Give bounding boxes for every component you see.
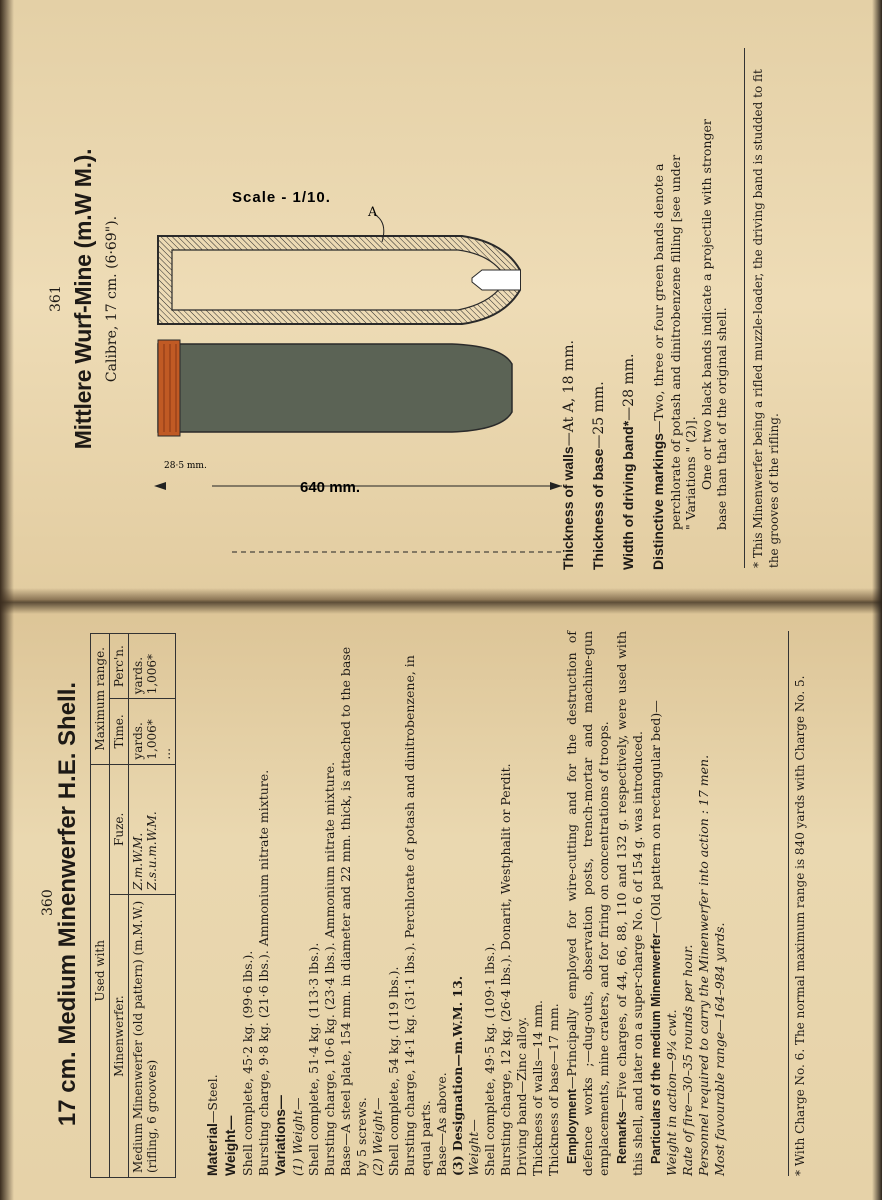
table-header-minenwerfer: Minenwerfer. xyxy=(110,895,129,1178)
table-cell: yards. 1,006* ... xyxy=(129,699,176,764)
dimension-arrow-top xyxy=(154,482,166,490)
table-header-fuze: Fuze. xyxy=(110,764,129,895)
page-360 xyxy=(36,620,836,1188)
page-361 xyxy=(42,16,842,582)
shell-section-inner xyxy=(172,250,502,310)
page-title: Mittlere Wurf-Mine (m.W M.). xyxy=(70,148,96,450)
section-label-a: A xyxy=(368,205,378,220)
footnote: * This Minenwerfer being a rifled muzzle-loader, the driving band is studded to fit the grooves of the rifling. xyxy=(744,48,782,568)
band-width-label: 28·5 mm. xyxy=(164,461,207,471)
shell-wall-hatching xyxy=(158,236,520,324)
table-header-max-range: Maximum range. xyxy=(91,634,110,765)
page-number: 360 xyxy=(40,889,56,916)
page-title: 17 cm. Medium Minenwerfer H.E. Shell. xyxy=(54,681,81,1127)
right-edge-shadow xyxy=(872,0,882,1200)
calibre-subtitle: Calibre, 17 cm. (6·69"). xyxy=(104,215,120,383)
spec-wall-thickness: Thickness of walls—At A, 18 mm. xyxy=(560,340,577,570)
scale-label: Scale - 1/10. xyxy=(232,189,331,206)
table-cell: yards. 1,006* xyxy=(129,634,176,699)
page-number: 361 xyxy=(48,285,64,312)
shell-exterior xyxy=(158,344,512,432)
driving-band xyxy=(158,340,180,436)
fuze-well xyxy=(472,270,520,290)
table-row xyxy=(129,634,176,1178)
book-gutter xyxy=(0,588,882,614)
usage-table xyxy=(90,633,176,1178)
spec-base-thickness: Thickness of base—25 mm. xyxy=(590,381,607,570)
left-edge-shadow xyxy=(0,0,14,1200)
table-header-time: Time. xyxy=(110,699,129,764)
distinctive-markings: Distinctive markings—Two, three or four green bands denote a perchlorate of potash and dinitrobenzene filling [see under " Variations " (2)]. One or two black bands indicate a projectile with stronger base than that of the original shell. xyxy=(650,119,730,570)
spec-band-width: Width of driving band*—28 mm. xyxy=(620,353,637,570)
table-header-used-with: Used with xyxy=(91,764,110,1177)
footnote: * With Charge No. 6. The normal maximum range is 840 yards with Charge No. 5. xyxy=(788,631,809,1176)
table-cell: Z.m.W.M. Z.s.u.m.W.M. xyxy=(129,764,176,895)
table-header-percn: Perc'n. xyxy=(110,634,129,699)
table-cell: Medium Minenwerfer (old pattern) (m.M.W.) (rifling, 6 grooves) xyxy=(129,895,176,1178)
page-body: Material—Steel. Weight— Shell complete, 45·2 kg. (99·6 lbs.). Bursting charge, 9·8 kg. (21·6 lbs.). Ammonium nitrate mixture. Variations— (1) Weight— Shell complete, 51·4 kg. (113·3 lbs.). Bursting charge, 10·6 kg. (23·4 lbs.). Ammonium nitrate mixture. Base—A steel plate, 154 mm. in diameter and 22 mm. thick, is attached to the base by 5 screws. (2) Weight— Shell complete, 54 kg. (119 lbs.). Bursting charge, 14·1 kg. (31·1 lbs.). Perchlorate of potash and dinitrobenzene, in equal parts. Base—As above. (3) Designation—m.W.M. 13. Weight— Shell complete, 49·5 kg. (109·1 lbs.). Bursting charge, 12 kg. (26·4 lbs.). Donarit, Westphalit or Perdit. Driving band—Zinc alloy. Thickness of walls—14 mm. Thickness of base—17 mm. Employment—Principally employed for wire-cutting and for the destruction of defence works ;—dug-outs, observation posts, trench-mortar and machine-gun emplacements, mine craters, and for firing on concentrations of troops. Remarks—Five charges, of 44, 66, 88, 110 and 132 g. respectively, were used with this shell, and later on a super-charge No. 6 of 154 g. was introduced. Particulars of the medium Minenwerfer—(Old pattern on rectangular bed)— Weight in action—9¼ cwt. Rate of fire—30–35 rounds per hour. Personnel required to carry the Minenwerfer into action : 17 men. Most favourable range—164–984 yards. xyxy=(204,631,727,1176)
length-label: 640 mm. xyxy=(300,479,361,496)
